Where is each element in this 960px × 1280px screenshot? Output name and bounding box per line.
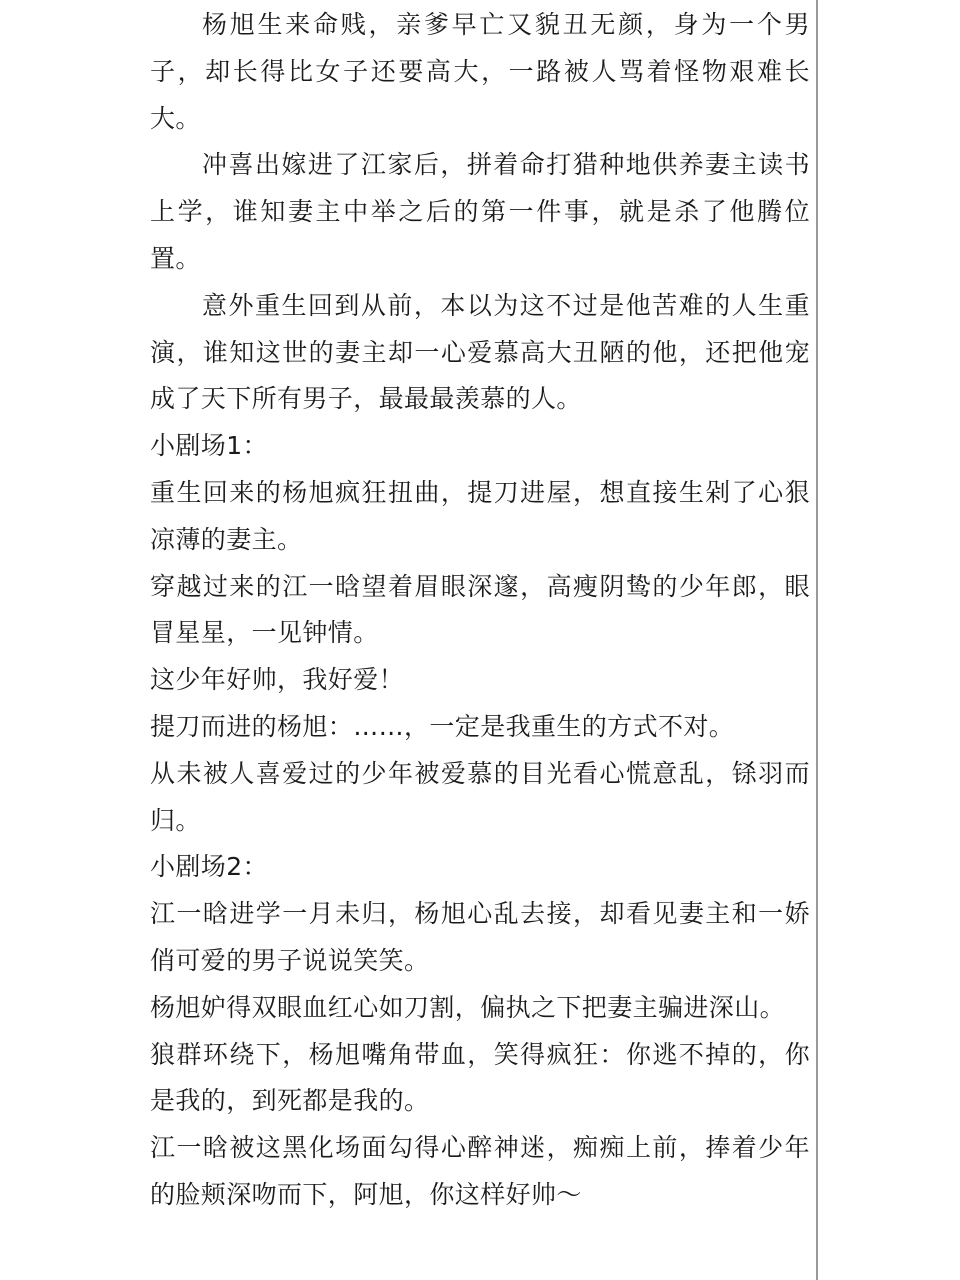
- theater-2-line-4: 江一晗被这黑化场面勾得心醉神迷，痴痴上前，捧着少年的脸颊深吻而下，阿旭，你这样好帅～: [150, 1133, 810, 1209]
- section-heading-theater-1: 小剧场1：: [150, 431, 268, 461]
- document-page: [150, 2, 810, 1219]
- section-heading-theater-2: 小剧场2：: [150, 852, 268, 882]
- page-edge-divider: [816, 0, 818, 1280]
- synopsis-paragraph-1: 杨旭生来命贱，亲爹早亡又貌丑无颜，身为一个男子，却长得比女子还要高大，一路被人骂着怪物艰难长大。: [150, 10, 810, 133]
- theater-2-line-1: 江一晗进学一月未归，杨旭心乱去接，却看见妻主和一娇俏可爱的男子说说笑笑。: [150, 899, 810, 975]
- synopsis-paragraph-3: 意外重生回到从前，本以为这不过是他苦难的人生重演，谁知这世的妻主却一心爱慕高大丑陋的他，还把他宠成了天下所有男子，最最最羡慕的人。: [150, 290, 810, 414]
- theater-1-line-2: 穿越过来的江一晗望着眉眼深邃，高瘦阴鸷的少年郎，眼冒星星，一见钟情。: [150, 571, 810, 648]
- theater-2-line-2: 杨旭妒得双眼血红心如刀割，偏执之下把妻主骗进深山。: [150, 992, 786, 1022]
- theater-2-line-3: 狼群环绕下，杨旭嘴角带血，笑得疯狂：你逃不掉的，你是我的，到死都是我的。: [150, 1039, 810, 1116]
- theater-1-line-5: 从未被人喜爱过的少年被爱慕的目光看心慌意乱，铩羽而归。: [150, 758, 810, 835]
- theater-1-line-4: 提刀而进的杨旭：……，一定是我重生的方式不对。: [150, 711, 735, 741]
- theater-1-line-3: 这少年好帅，我好爱！: [150, 665, 405, 695]
- theater-1-line-1: 重生回来的杨旭疯狂扭曲，提刀进屋，想直接生剁了心狠凉薄的妻主。: [150, 477, 810, 554]
- synopsis-paragraph-2: 冲喜出嫁进了江家后，拼着命打猎种地供养妻主读书上学，谁知妻主中举之后的第一件事，就是杀了他腾位置。: [150, 150, 810, 273]
